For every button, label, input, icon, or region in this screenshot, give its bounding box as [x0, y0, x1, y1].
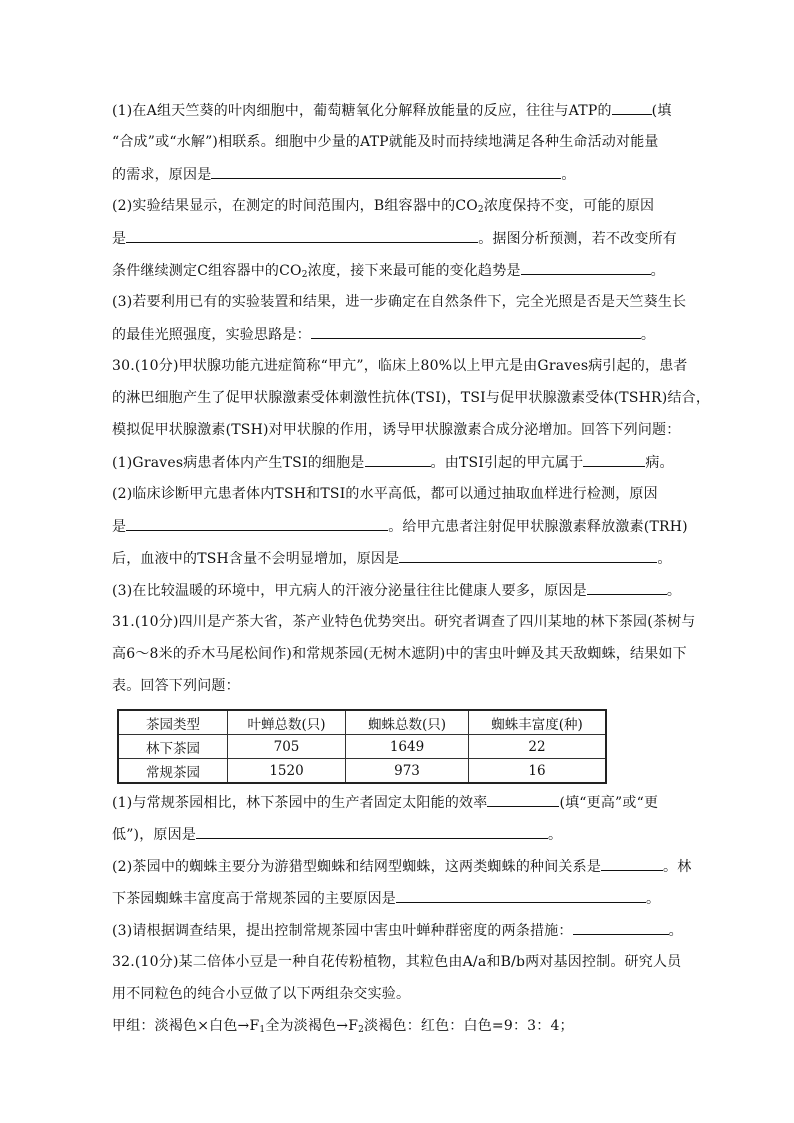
q32-intro-line2: 用不同粒色的纯合小豆做了以下两组杂交实验。 — [112, 986, 411, 1002]
q31-intro-line3: 表。回答下列问题： — [112, 678, 240, 694]
table-header-cell: 蜘蛛丰富度(种) — [469, 710, 607, 735]
table-cell: 973 — [346, 759, 469, 784]
q30-part3: (3)在比较温暖的环境中，甲亢病人的汗液分泌量往往比健康人要多，原因是 。 — [112, 580, 684, 612]
table-cell: 1520 — [228, 759, 346, 784]
answer-blank[interactable] — [487, 792, 559, 807]
table-header-row — [118, 710, 606, 735]
q29-part2-line3: 条件继续测定C组容器中的$CO_2$浓度，接下来最可能的变化趋势是 。 — [112, 260, 684, 292]
q31-part1-line1: (1)与常规茶园相比，林下茶园中的生产者固定太阳能的效率 (填“更高”或“更 — [112, 792, 684, 824]
answer-blank[interactable] — [311, 324, 641, 339]
answer-blank[interactable] — [211, 164, 561, 179]
table-row — [118, 759, 606, 784]
answer-blank[interactable] — [365, 452, 431, 467]
q30-intro-line2: 的淋巴细胞产生了促甲状腺激素受体刺激性抗体(TSI)，TSI与促甲状腺激素受体(TSHR)结合， — [112, 390, 711, 406]
q29-part1-line1: (1)在A组天竺葵的叶肉细胞中，葡萄糖氧化分解释放能量的反应，往往与ATP的 (填 — [112, 100, 684, 132]
q29-part2-line2: 是 。据图分析预测，若不改变所有 — [112, 228, 684, 260]
exam-page — [112, 100, 711, 1048]
answer-blank[interactable] — [587, 580, 667, 595]
answer-blank[interactable] — [126, 228, 478, 243]
table-cell: 22 — [469, 735, 607, 759]
answer-blank[interactable] — [196, 824, 548, 839]
q31-part2-line2: 下茶园蜘蛛丰富度高于常规茶园的主要原因是 。 — [112, 888, 684, 920]
survey-table — [117, 709, 607, 784]
answer-blank[interactable] — [126, 516, 388, 531]
q31-intro-line1: 31.(10分)四川是产茶大省，茶产业特色优势突出。研究者调查了四川某地的林下茶园(茶树与 — [112, 614, 696, 630]
q30-part1: (1)Graves病患者体内产生TSI的细胞是 。由TSI引起的甲亢属于 病。 — [112, 452, 684, 484]
q31-part3: (3)请根据调查结果，提出控制常规茶园中害虫叶蝉种群密度的两条措施： 。 — [112, 920, 684, 952]
answer-blank[interactable] — [612, 100, 652, 115]
answer-blank[interactable] — [521, 260, 651, 275]
q30-intro-line3: 模拟促甲状腺激素(TSH)对甲状腺的作用，诱导甲状腺激素合成分泌增加。回答下列问题： — [112, 422, 681, 438]
q29-part1-line2: “合成”或“水解”)相联系。细胞中少量的ATP就能及时而持续地满足各种生命活动对能量 — [112, 134, 659, 150]
answer-blank[interactable] — [573, 920, 669, 935]
q32-group-a: 甲组：淡褐色×白色$\to F_1$全为淡褐色$\to F_2$淡褐色：红色：白色=9：3：4； — [112, 1018, 574, 1035]
answer-blank[interactable] — [601, 856, 663, 871]
q31-part1-line2: 低”)，原因是 。 — [112, 824, 684, 856]
table-cell: 705 — [228, 735, 346, 759]
table-cell: 16 — [469, 759, 607, 784]
q29-part3-line1: (3)若要利用已有的实验装置和结果，进一步确定在自然条件下，完全光照是否是天竺葵生长 — [112, 294, 687, 310]
q30-part2-line1: (2)临床诊断甲亢患者体内TSH和TSI的水平高低，都可以通过抽取血样进行检测，原因 — [112, 486, 658, 502]
q30-part2-line2: 是 。给甲亢患者注射促甲状腺激素释放激素(TRH) — [112, 516, 684, 548]
q30-intro-line1: 30.(10分)甲状腺功能亢进症简称“甲亢”，临床上80%以上甲亢是由Graves病引起的，患者 — [112, 358, 688, 374]
q29-part3-line2: 的最佳光照强度，实验思路是： 。 — [112, 324, 684, 356]
table-row — [118, 735, 606, 759]
q29-part1-line3: 的需求，原因是 。 — [112, 164, 684, 196]
table-header-cell: 叶蝉总数(只) — [228, 710, 346, 735]
table-cell: 常规茶园 — [118, 759, 228, 784]
table-cell: 1649 — [346, 735, 469, 759]
answer-blank[interactable] — [399, 548, 657, 563]
q29-part2-line1: (2)实验结果显示，在测定的时间范围内，B组容器中的$CO_2$浓度保持不变，可能的原因 — [112, 198, 655, 215]
table-header-cell: 蜘蛛总数(只) — [346, 710, 469, 735]
answer-blank[interactable] — [583, 452, 645, 467]
q32-intro-line1: 32.(10分)某二倍体小豆是一种自花传粉植物，其粒色由A/a和B/b两对基因控制。研究人员 — [112, 954, 682, 970]
q31-intro-line2: 高6～8米的乔木马尾松间作)和常规茶园(无树木遮阴)中的害虫叶蝉及其天敌蜘蛛，结果如下 — [112, 646, 687, 662]
table-header-cell: 茶园类型 — [118, 710, 228, 735]
q31-part2-line1: (2)茶园中的蜘蛛主要分为游猎型蜘蛛和结网型蜘蛛，这两类蜘蛛的种间关系是 。林 — [112, 856, 684, 888]
q30-part2-line3: 后，血液中的TSH含量不会明显增加，原因是 。 — [112, 548, 684, 580]
answer-blank[interactable] — [396, 888, 646, 903]
table-cell: 林下茶园 — [118, 735, 228, 759]
